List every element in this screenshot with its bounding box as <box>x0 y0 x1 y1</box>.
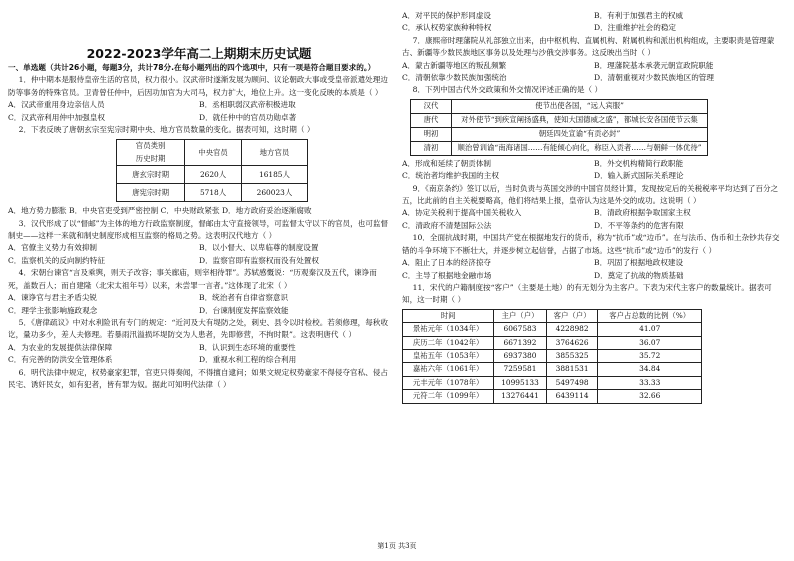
option-c[interactable]: C．汉武帝利用仲中加强皇权 <box>8 112 105 122</box>
question-4-stem: 4．宋朝台谏官“言及乘舆，则天子改容；事关廊庙，则宰相待罪”。苏轼感慨说：“历观秦汉及五代，谏诤而死，盖数百人；而自建隆（北宋太祖年号）以来，未尝罪一言者。”这体现了北宋（ ） <box>8 268 377 290</box>
option-b[interactable]: B．认识到生态环境的重要性 <box>199 342 296 352</box>
table-cell: 7259581 <box>494 363 547 376</box>
option-a[interactable]: A．阻止了日本的经济掠夺 <box>402 258 492 268</box>
option-b[interactable]: B．丞相职弱汉武帝积极进取 <box>199 100 296 110</box>
table-cell: 16185人 <box>241 166 307 184</box>
exam-title: 2022-2023学年高二上期期末历史试题 <box>86 46 312 61</box>
table-row <box>117 166 308 184</box>
question-9-stem: 9．《南京条约》签订以后，当时负责与英国交涉的中国官员经计算，发现按定后的关税税率平均达到了百分之五，比此前的自主关税要略高，他们将结果上报，皇帝认为这是外交的成功。这说明（ ） <box>402 183 779 206</box>
table-cell: 260023人 <box>241 184 307 202</box>
option-d[interactable]: D．重视水利工程的综合利用 <box>199 355 297 365</box>
option-a[interactable]: A．为农业的发展提供法律保障 <box>8 342 113 352</box>
question-5-options <box>8 342 390 367</box>
question-10-stem: 10．全面抗战时期，中国共产党在根据地发行的货币，称为“抗币”或“边币”。在与法币、伪币和土杂钞共存交错的斗争环境下不断壮大，并逐步树立起信誉，占据了市场。这些“抗币”或“边币”的发行（ ） <box>402 233 780 255</box>
table-cell: 35.72 <box>598 349 702 362</box>
table-cell: 3855325 <box>546 349 598 362</box>
option-b[interactable]: B．统治者有自律省察意识 <box>199 293 289 303</box>
option-b[interactable]: B．巩固了根据地政权建设 <box>594 258 684 268</box>
table-cell: 32.66 <box>598 390 702 403</box>
table-row <box>403 323 702 336</box>
option-d[interactable]: D．就任仲中的官员功勋卓著 <box>199 112 297 122</box>
option-d[interactable]: D．注重维护社会的稳定 <box>594 23 677 33</box>
question-10-options <box>402 257 786 282</box>
table-cell: 33.33 <box>598 376 702 389</box>
question-8-stem: 8．下列中国古代外交政策和外交情况评述正确的是（ ） <box>412 85 603 95</box>
table-row <box>411 141 708 155</box>
question-7-options <box>402 60 786 85</box>
diplomacy-table <box>410 99 708 156</box>
question-1-options <box>8 99 390 124</box>
table-row <box>411 127 708 141</box>
option-a[interactable]: A．官僚主义势力有效抑制 <box>8 243 98 253</box>
table-cell: 嘉祐六年（1061年） <box>403 363 494 376</box>
table-cell: 3881531 <box>546 363 598 376</box>
table-row <box>403 336 702 349</box>
table-header-cell: 中央官员 <box>185 140 242 166</box>
table-cell: 顺治曾训谕“南海诸国……有能倾心向化，称臣入贡者……与朝鲜一体优待” <box>452 141 708 155</box>
option-b[interactable]: B．有利于加强君主的权威 <box>594 11 684 20</box>
table-cell: 6937380 <box>494 349 547 362</box>
table-cell: 明初 <box>411 127 452 141</box>
option-a[interactable]: A．汉武帝重用身边亲信人员 <box>8 100 105 110</box>
question-3-options <box>8 242 390 267</box>
option-c[interactable]: C．统治者均维护我国的主权 <box>402 171 499 181</box>
table-cell: 清初 <box>411 141 452 155</box>
table-cell: 皇祐五年（1053年） <box>403 349 494 362</box>
option-c[interactable]: C．承认权势家族种种特权 <box>402 23 492 33</box>
option-d[interactable]: D．输入新式国际关系理论 <box>594 171 684 181</box>
table-cell: 6671392 <box>494 336 547 349</box>
option-b[interactable]: B．以小督大、以卑临尊的制度设置 <box>199 243 319 253</box>
option-d[interactable]: D．监察官即有监察权而没有处置权 <box>199 255 319 265</box>
table-cell: 景祐元年（1034年） <box>403 323 494 336</box>
table-header-cell: 客户（户） <box>546 309 598 322</box>
table-cell: 汉代 <box>411 99 452 113</box>
table-header-cell: 时间 <box>403 309 494 322</box>
option-d[interactable]: D．奠定了抗战的物质基础 <box>594 270 684 280</box>
question-3-stem: 3．汉代形成了以“督邮”为主体的地方行政监察制度，督邮由太守直接领导，可监督太守以下的官员，也可监督制史——这样一来就和制史制度形成相互监察的格局之势。这表明汉代地方（ ） <box>8 218 389 241</box>
table-row <box>117 184 308 202</box>
table-cell: 6067583 <box>494 323 547 336</box>
question-5-stem: 5．《唐律疏议》中对水利险讯有专门的规定：“近河及大有堤防之处，刺史、县令以时检校。若须修理，每秋收讫，量功多少，差人夫修理。若暴雨汛溢损坏堤防交为人患者，先即修营，不拘时限”。这表明唐代（ ） <box>8 317 389 340</box>
option-a[interactable]: A．协定关税利于提高中国关税收入 <box>402 208 522 218</box>
table-cell: 34.84 <box>598 363 702 376</box>
option-b[interactable]: B．清政府根据争取国家主权 <box>594 208 691 218</box>
official-count-table <box>116 139 308 202</box>
table-cell: 41.07 <box>598 323 702 336</box>
question-7-stem: 7．康熙帝时理藩院从礼部独立出来，由中枢机构、直属机构、附属机构和派出机构组成，主要职责是管理蒙古、新疆等少数民族地区事务以及处理与沙俄交涉事务。这反映出当时（ ） <box>402 35 775 58</box>
table-cell: 13276441 <box>494 390 547 403</box>
question-11-stem: 11．宋代的户籍制度按“客户”（主要是土地）的有无划分为主客户。下表为宋代主客户的数量统计。据表可知，这一时期（ ） <box>402 282 772 305</box>
question-4-options <box>8 292 390 317</box>
table-row <box>403 390 702 403</box>
option-c[interactable]: C．主导了根据地金融市场 <box>402 270 492 280</box>
table-cell: 10995133 <box>494 376 547 389</box>
question-6-stem: 6．明代法律中规定，权势豪家犯罪，官吏只得奏闻，不得擅自逮问；如果文规定权势豪家不得侵夺官私、侵占民宅、诱奸民女，如有犯者，皆有罪为奴。据此可知明代法律（ ） <box>8 367 388 389</box>
question-1-stem: 1．仲中期本是服侍皇帝生活的官员，权力很小。汉武帝时遂渐发展为顾问、议论朝政大事或受皇帝派遣处理边防等事务的特殊官员。卫青曾任仲中，后因功加官为大司马，权力扩大，地位上升。这一变化反映的本质是（ ） <box>8 75 388 97</box>
table-cell: 唐代 <box>411 113 452 127</box>
option-a[interactable]: A．形成和延续了朝贡体制 <box>402 158 492 168</box>
table-cell: 庆历二年（1042年） <box>403 336 494 349</box>
question-6-options <box>402 10 786 35</box>
option-b[interactable]: B．外交机构精简行政职能 <box>594 158 684 168</box>
question-8-options <box>402 158 786 183</box>
table-cell: 3764626 <box>546 336 598 349</box>
table-cell: 2620人 <box>185 166 242 184</box>
option-b[interactable]: B．理藩院基本承袭元朝宣政院职能 <box>594 60 714 70</box>
section-heading: 一、单选题（共计26小题，每题3分，共计78分.在每小题列出的四个选项中，只有一项是符合题目要求的。） <box>8 63 376 72</box>
option-c[interactable]: C．有完善的防洪安全管理体系 <box>8 355 113 365</box>
table-cell: 唐玄宗时期 <box>117 166 185 184</box>
table-cell: 唐宪宗时期 <box>117 184 185 202</box>
table-row <box>403 376 702 389</box>
header-type: 官员类别 <box>135 141 166 151</box>
option-c[interactable]: C．清朝依靠少数民族加强统治 <box>402 73 507 83</box>
table-cell: 元丰元年（1078年） <box>403 376 494 389</box>
question-2-stem: 2．下表反映了唐朝玄宗至宪宗时期中央、地方官员数量的变化。据表可知，这时期（ ） <box>18 125 315 135</box>
table-cell: 使节出使各国，“远人宾服” <box>452 99 708 113</box>
household-table <box>402 309 702 404</box>
table-cell: 6439114 <box>546 390 598 403</box>
page-footer: 第1页 共3页 <box>377 542 417 550</box>
table-header-cell: 主户（户） <box>494 309 547 322</box>
right-column <box>402 10 786 404</box>
table-cell: 5718人 <box>185 184 242 202</box>
question-9-options <box>402 207 786 232</box>
left-column <box>8 62 390 391</box>
option-c[interactable]: C．理学主张影响施政观念 <box>8 305 98 315</box>
option-d[interactable]: D．台谏制度发挥监察效能 <box>199 305 289 315</box>
option-a[interactable]: A．对平民的保护形同虚设 <box>402 11 492 20</box>
table-header-cell: 地方官员 <box>241 140 307 166</box>
option-c[interactable]: C．监察机关的反向制约特征 <box>8 255 105 265</box>
table-header-cell <box>117 140 185 166</box>
table-row <box>403 349 702 362</box>
table-header-cell: 客户占总数的比例（%） <box>598 309 702 322</box>
option-c[interactable]: C．清政府不清楚国际公法 <box>402 220 492 230</box>
table-cell: 对外使节“到疾宣阐扬盛典，使知大国德威之盛”，都城长安各国使节云集 <box>452 113 708 127</box>
option-d[interactable]: D．不平等条约的危害有限 <box>594 220 684 230</box>
table-cell: 5497498 <box>546 376 598 389</box>
table-cell: 36.07 <box>598 336 702 349</box>
table-row <box>411 99 708 113</box>
table-cell: 4228982 <box>546 323 598 336</box>
table-cell: 元符二年（1099年） <box>403 390 494 403</box>
header-period: 历史时期 <box>135 153 166 163</box>
option-a[interactable]: A．蒙古新疆等地区的叛乱频繁 <box>402 60 507 70</box>
question-2-options[interactable]: A．地方势力膨胀 B．中央官吏受到严密控制 C．中央财政紧张 D．地方政府妥治逐渐腐败 <box>8 206 312 216</box>
option-d[interactable]: D．清朝重视对少数民族地区的管理 <box>594 73 714 83</box>
table-header-row <box>403 309 702 322</box>
table-row <box>403 363 702 376</box>
table-row <box>411 113 708 127</box>
option-a[interactable]: A．谏诤官与君主矛盾尖锐 <box>8 293 98 303</box>
table-cell: 朝廷四处宣谕“有贡必封” <box>452 127 708 141</box>
